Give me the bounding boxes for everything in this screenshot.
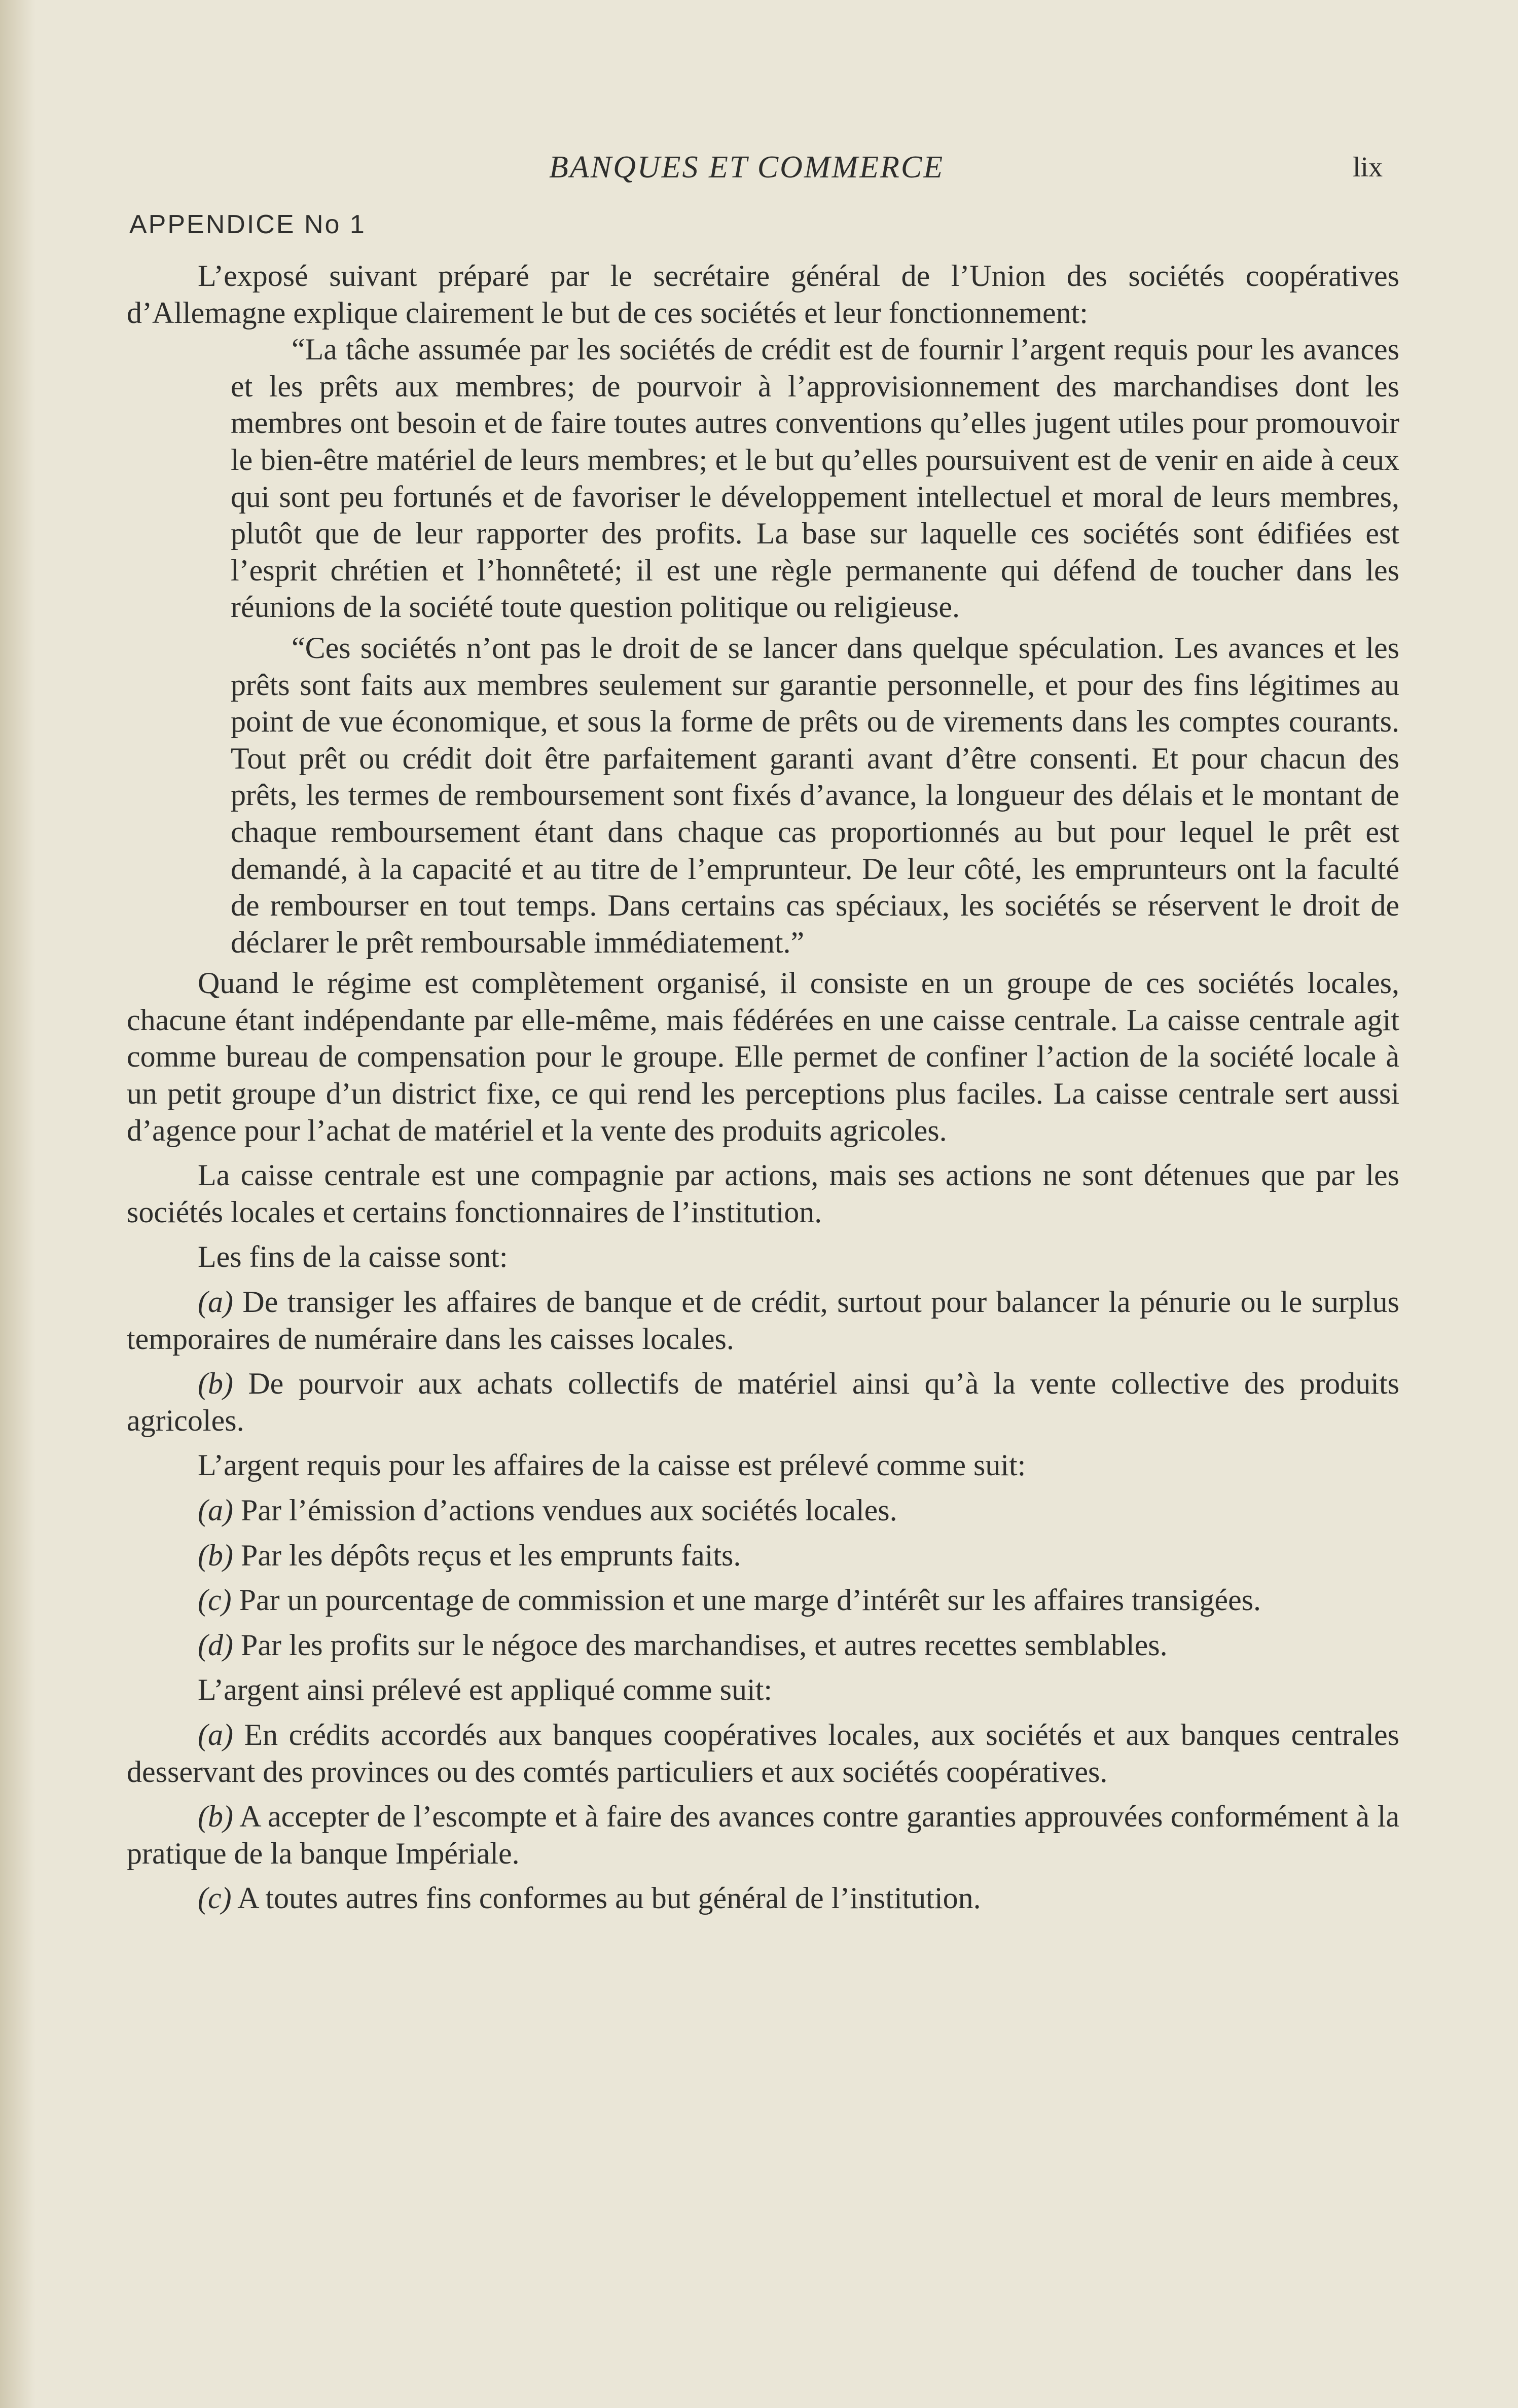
page-number: lix <box>1353 152 1383 183</box>
list-marker: (a) <box>198 1493 233 1527</box>
list-item-applique-c: (c) A toutes autres fins conformes au but général de l’institution. <box>198 1881 981 1915</box>
quote-paragraph-1: “La tâche assumée par les sociétés de crédit est de fournir l’argent requis pour les avances et les prêts aux membres; de pourvoir à l’approvisionnement des marchandises dont les membres ont besoin et de faire toutes autres conventions qu’elles jugent utiles pour promouvoir le bien-être matériel de leurs membres; et le but qu’elles poursuivent est de venir en aide à ceux qui sont peu fortunés et de favoriser le développement intellectuel et moral de leurs membres, plutôt que de leur rapporter des profits. La base sur laquelle ces sociétés sont édifiées est l’esprit chrétien et l’honnêteté; il est une règle permanente qui défend de toucher dans les réunions de la société toute question politique ou religieuse. <box>231 333 1399 624</box>
appendix-label: APPENDICE No 1 <box>129 210 366 239</box>
list-item-requis-d: (d) Par les profits sur le négoce des marchandises, et autres recettes semblables. <box>198 1628 1168 1662</box>
paragraph-intro: L’exposé suivant préparé par le secrétaire général de l’Union des sociétés coopératives d’Allemagne explique clairement le but de ces sociétés et leur fonctionnement: <box>127 259 1399 330</box>
list-marker: (b) <box>198 1367 233 1401</box>
list-marker: (c) <box>198 1583 232 1617</box>
document-body <box>127 258 1399 1917</box>
list-marker: (c) <box>198 1881 232 1915</box>
paragraph-argent-applique: L’argent ainsi prélevé est appliqué comme suit: <box>198 1673 773 1707</box>
running-title: BANQUES ET COMMERCE <box>549 150 945 185</box>
list-item-requis-b: (b) Par les dépôts reçus et les emprunts faits. <box>198 1538 741 1572</box>
list-item-fins-a: (a) De transiger les affaires de banque et de crédit, surtout pour balancer la pénurie ou le surplus temporaires de numéraire dans les caisses locales. <box>127 1285 1399 1356</box>
list-item-requis-c: (c) Par un pourcentage de commission et une marge d’intérêt sur les affaires transigées. <box>198 1583 1261 1617</box>
list-item-applique-b: (b) A accepter de l’escompte et à faire des avances contre garanties approuvées conformément à la pratique de la banque Impériale. <box>127 1800 1399 1870</box>
paragraph-caisse-centrale: La caisse centrale est une compagnie par actions, mais ses actions ne sont détenues que par les sociétés locales et certains fonctionnaires de l’institution. <box>127 1158 1399 1229</box>
paragraph-fins: Les fins de la caisse sont: <box>198 1240 508 1274</box>
list-marker: (a) <box>198 1718 233 1752</box>
list-marker: (b) <box>198 1538 233 1572</box>
list-marker: (d) <box>198 1628 233 1662</box>
paragraph-argent-requis: L’argent requis pour les affaires de la caisse est prélevé comme suit: <box>198 1448 1026 1482</box>
quote-paragraph-2: “Ces sociétés n’ont pas le droit de se lancer dans quelque spéculation. Les avances et les prêts sont faits aux membres seulement sur garantie personnelle, et pour des fins légitimes au point de vue économique, et sous la forme de prêts ou de virements dans les comptes courants. Tout prêt ou crédit doit être parfaitement garanti avant d’être consenti. Et pour chacun des prêts, les termes de remboursement sont fixés d’avance, la longueur des délais et le montant de chaque remboursement étant dans chaque cas proportionnés au but pour lequel le prêt est demandé, à la capacité et au titre de l’emprunteur. De leur côté, les emprunteurs ont la faculté de rembourser en tout temps. Dans certains cas spéciaux, les sociétés se réservent le droit de déclarer le prêt remboursable immédiatement.” <box>231 631 1399 959</box>
page-edge-shadow <box>0 0 35 2408</box>
list-item-applique-a: (a) En crédits accordés aux banques coopératives locales, aux sociétés et aux banques centrales desservant des provinces ou des comtés particuliers et aux sociétés coopératives. <box>127 1718 1399 1789</box>
list-marker: (a) <box>198 1285 233 1319</box>
list-marker: (b) <box>198 1800 233 1834</box>
paragraph-regime: Quand le régime est complètement organisé, il consiste en un groupe de ces sociétés locales, chacune étant indépendante par elle-même, mais fédérées en une caisse centrale. La caisse centrale agit comme bureau de compensation pour le groupe. Elle permet de confiner l’action de la société locale à un petit groupe d’un district fixe, ce qui rend les perceptions plus faciles. La caisse centrale sert aussi d’agence pour l’achat de matériel et la vente des produits agricoles. <box>127 966 1399 1147</box>
list-item-requis-a: (a) Par l’émission d’actions vendues aux sociétés locales. <box>198 1493 897 1527</box>
list-item-fins-b: (b) De pourvoir aux achats collectifs de matériel ainsi qu’à la vente collective des produits agricoles. <box>127 1367 1399 1437</box>
